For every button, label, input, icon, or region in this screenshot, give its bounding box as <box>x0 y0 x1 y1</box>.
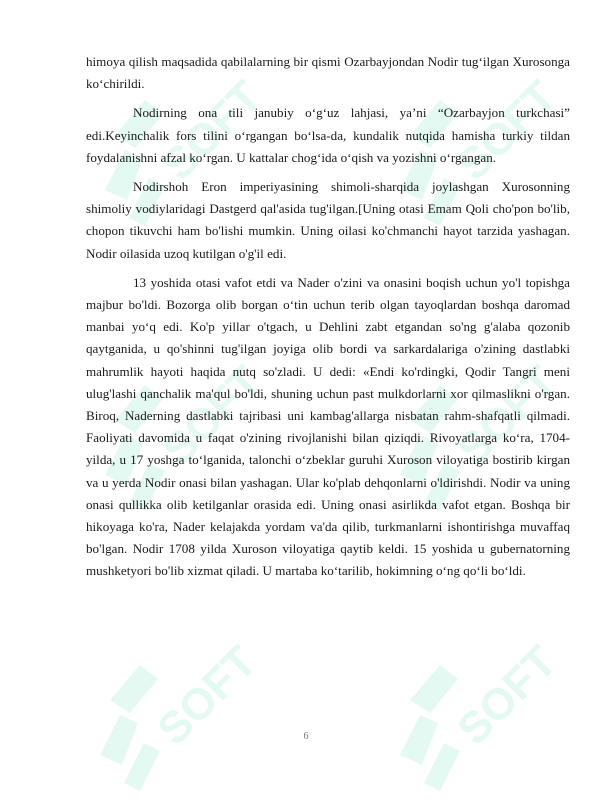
paragraph: himoya qilish maqsadida qabilalarning bir qismi Ozarbayjondan Nodir tug‘ilgan Xurosonga ko‘chirildi. <box>86 54 570 92</box>
paragraph: Nodirning ona tili janubiy o‘g‘uz lahjasi, ya’ni “Ozarbayjon turkchasi” edi.Keyinchalik fors tilini o‘rgangan bo‘lsa-da, kundalik nutqida hamisha turkiy tildan foydalanishni afzal ko‘rgan. U kattalar chog‘ida o‘qish va yozishni o‘rgangan. <box>86 105 570 165</box>
body-text <box>86 51 570 583</box>
svg-text:SOFT: SOFT <box>448 71 566 190</box>
paragraph: 13 yoshida otasi vafot etdi va Nader o'zini va onasini boqish uchun yo'l topishga majbur bo'ldi. Bozorga olib borgan o‘tin uchun terib olgan tayoqlardan boshqa daromad manbai yo‘q edi. Ko'p yillar o'tgach, u Dehlini zabt etgandan so'ng g'alaba qozonib qaytganida, u qo'shinni tug'ilgan joyiga olib bordi va sarkardalariga o'zining dastlabki mahrumlik hayoti haqida nutq so'zladi. U dedi: «Endi ko'rdingki, Qodir Tangri meni ulug'lashi qanchalik ma'qul bo'ldi, shuning uchun past mulkdorlarni xor qilmaslikni o'rgan. Biroq, Naderning dastlabki tajribasi uni kambag'allarga nisbatan rahm-shafqatli qilmadi. Faoliyati davomida u faqat o'zining rivojlanishi bilan qiziqdi. Rivoyatlarga ko‘ra, 1704-yilda, u 17 yoshga to‘lganida, talonchi o‘zbeklar guruhi Xuroson viloyatiga bostirib kirgan va u yerda Nodir onasi bilan yashagan. Ular ko'plab dehqonlarni o'ldirishdi. Nodir va uning onasi qullikka olib ketilganlar orasida edi. Uning onasi asirlikda vafot etgan. Boshqa bir hikoyaga ko'ra, Nader kelajakda yordam va'da qilib, turkmanlarni ishontirishga muvaffaq bo'lgan. Nodir 1708 yilda Xuroson viloyatiga qaytib keldi. 15 yoshida u gubernatorning mushketyori bo'lib xizmat qiladi. U martaba ko‘tarilib, hokimning o‘ng qo‘li bo‘ldi. <box>86 274 570 579</box>
watermark-logo <box>380 605 570 795</box>
svg-text:SOFT: SOFT <box>153 356 271 475</box>
watermark-logo <box>80 605 270 795</box>
svg-text:SOFT: SOFT <box>153 71 271 190</box>
svg-text:SOFT: SOFT <box>448 356 566 475</box>
paragraph: Nodirshoh Eron imperiyasining shimoli-sharqida joylashgan Xurosonning shimoliy vodiylaridagi Dastgerd qal'asida tug'ilgan.[Uning otasi Emam Qoli cho'pon bo'lib, chopon tikuvchi ham bo'lishi mumkin. Uning oilasi ko'chmanchi hayot tarzida yashagan. Nodir oilasida uzoq kutilgan o'g'il edi. <box>86 179 570 261</box>
svg-text:SOFT: SOFT <box>148 636 266 755</box>
page-number: 6 <box>303 731 309 742</box>
svg-text:SOFT: SOFT <box>448 636 566 755</box>
